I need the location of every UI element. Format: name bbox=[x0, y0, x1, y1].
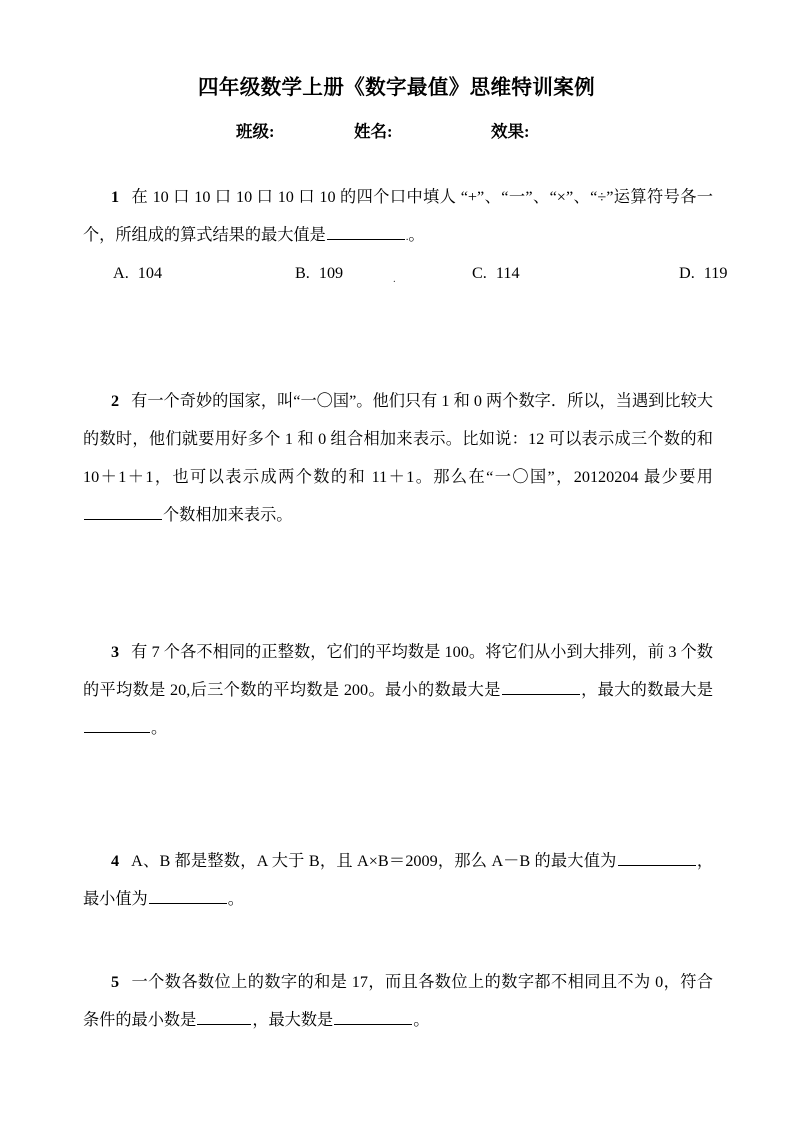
question-3-blank-1[interactable] bbox=[502, 679, 580, 695]
question-3 bbox=[83, 633, 713, 747]
question-4-text-end: 。 bbox=[227, 890, 244, 908]
question-4-text: A、B 都是整数，A 大于 B，且 A×B＝2009，那么 A－B 的最大值为 bbox=[131, 852, 617, 870]
question-1-text-end: 。 bbox=[408, 226, 425, 244]
option-b-value: 109 bbox=[318, 264, 344, 282]
option-d[interactable] bbox=[679, 264, 727, 283]
question-5-number: 5 bbox=[111, 973, 120, 991]
class-field-label: 班级: bbox=[236, 122, 275, 141]
question-2 bbox=[83, 382, 713, 534]
question-2-text: 有一个奇妙的国家，叫“一〇国”。他们只有 1 和 0 两个数字．所以，当遇到比较大的数时，他们就要用好多个 1 和 0 组合相加来表示。比如说：12 可以表示成三个数的和 10＋1＋1，也可以表示成两个数的和 11＋1。那么在“一〇国”，20120204 最少要用 bbox=[83, 392, 713, 486]
page-title: 四年级数学上册《数字最值》思维特训案例 bbox=[197, 77, 596, 99]
question-2-number: 2 bbox=[111, 392, 120, 410]
question-5-text: 一个数各数位上的数字的和是 17，而且各数位上的数字都不相同且不为 0，符合条件的最小数是 bbox=[83, 973, 713, 1029]
option-c-key: C. bbox=[472, 264, 487, 282]
question-1-options bbox=[83, 264, 728, 290]
question-1-stray-mark: . bbox=[405, 232, 409, 243]
question-4-text-mid: ，最小值为 bbox=[83, 852, 714, 908]
result-field-label: 效果: bbox=[491, 122, 530, 141]
option-d-key: D. bbox=[679, 264, 695, 282]
question-1-blank-1[interactable] bbox=[327, 224, 405, 240]
question-3-text: 有 7 个各不相同的正整数，它们的平均数是 100。将它们从小到大排列，前 3 个数的平均数是 20,后三个数的平均数是 200。最小的数最大是 bbox=[83, 643, 713, 699]
option-c[interactable] bbox=[472, 264, 520, 283]
question-5-text-end: 。 bbox=[413, 1011, 430, 1029]
question-1 bbox=[83, 178, 713, 257]
question-2-blank-1[interactable] bbox=[84, 504, 162, 520]
question-4 bbox=[83, 842, 713, 918]
question-3-text-mid: ，最大的数最大是 bbox=[580, 681, 714, 699]
option-b[interactable] bbox=[295, 264, 343, 283]
question-3-blank-2[interactable] bbox=[84, 717, 150, 733]
question-2-text-end: 个数相加来表示。 bbox=[163, 506, 293, 524]
option-d-value: 119 bbox=[703, 264, 728, 282]
option-a[interactable] bbox=[113, 264, 162, 283]
question-3-text-end: 。 bbox=[151, 719, 168, 737]
question-5-text-mid: ，最大数是 bbox=[252, 1011, 334, 1029]
question-4-blank-1[interactable] bbox=[618, 850, 696, 866]
option-b-key: B. bbox=[295, 264, 310, 282]
question-5 bbox=[83, 963, 713, 1039]
name-field-label: 姓名: bbox=[354, 122, 393, 141]
option-a-value: 104 bbox=[137, 264, 163, 282]
question-4-blank-2[interactable] bbox=[149, 888, 227, 904]
question-1-text: 在 10 口 10 口 10 口 10 口 10 的四个口中填人 “+”、“一”、“×”、“÷”运算符号各一个，所组成的算式结果的最大值是 bbox=[83, 188, 713, 244]
option-c-value: 114 bbox=[495, 264, 520, 282]
stray-dot-mark: . bbox=[393, 273, 396, 285]
option-a-key: A. bbox=[113, 264, 129, 282]
question-5-blank-2[interactable] bbox=[334, 1009, 412, 1025]
question-3-number: 3 bbox=[111, 643, 120, 661]
question-1-number: 1 bbox=[111, 188, 120, 206]
question-4-number: 4 bbox=[111, 852, 120, 870]
question-5-blank-1[interactable] bbox=[197, 1009, 251, 1025]
